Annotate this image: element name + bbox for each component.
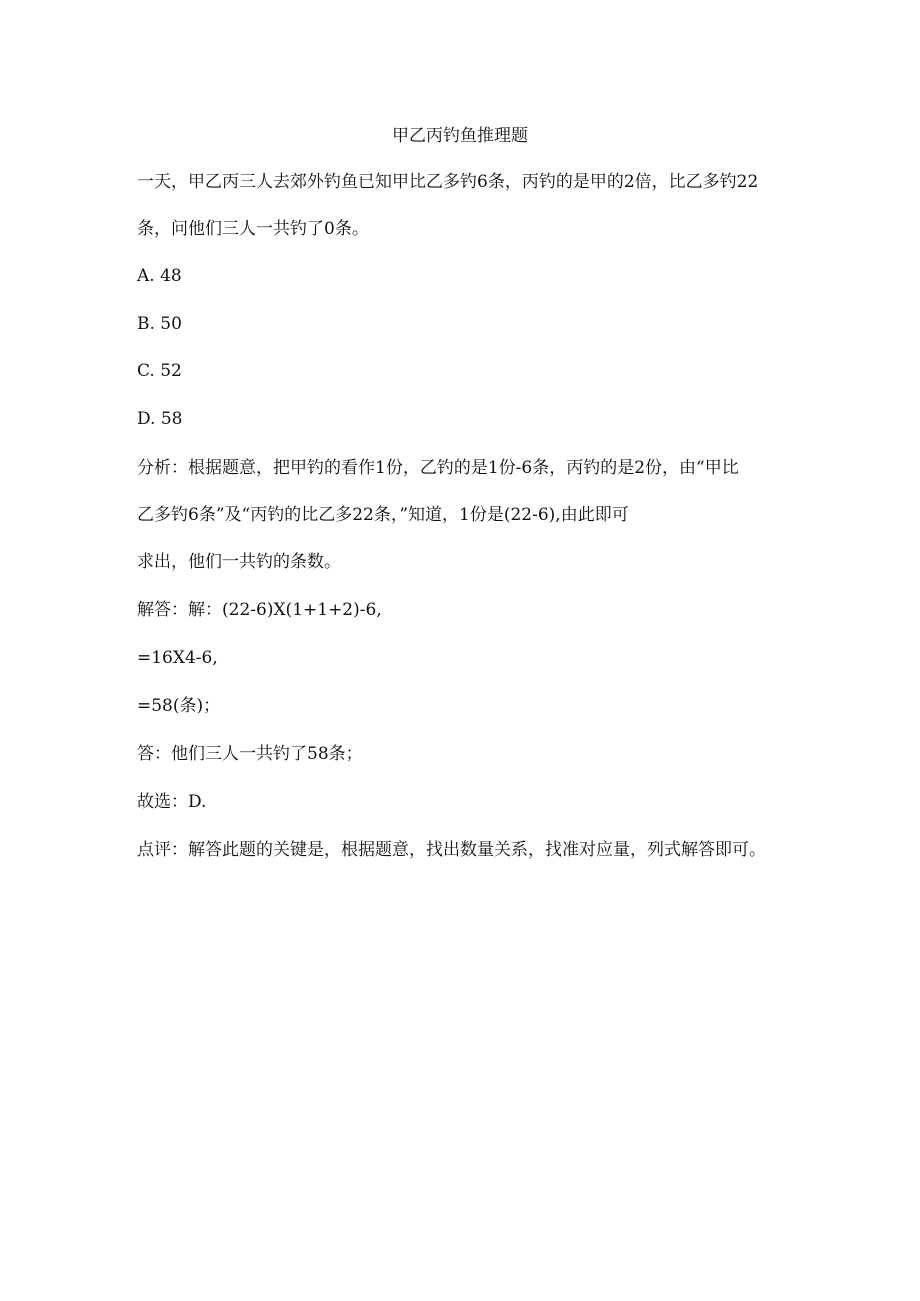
solution-line-1: 解答：解：(22-6)X(1+1+2)-6,: [137, 600, 382, 620]
question-line-1: 一天，甲乙丙三人去郊外钓鱼已知甲比乙多钓6条，丙钓的是甲的2倍，比乙多钓22: [137, 172, 759, 192]
solution-line-3: =58(条)；: [137, 696, 221, 716]
analysis-line-3: 求出，他们一共钓的条数。: [137, 552, 341, 572]
option-d: D. 58: [137, 409, 183, 429]
choice-line: 故选：D.: [137, 792, 207, 812]
option-a: A. 48: [137, 266, 182, 286]
solution-line-2: =16X4-6,: [137, 648, 218, 668]
option-b: B. 50: [137, 314, 182, 334]
option-c: C. 52: [137, 361, 182, 381]
analysis-line-1: 分析：根据题意，把甲钓的看作1份，乙钓的是1份-6条，丙钓的是2份，由“甲比: [137, 458, 739, 478]
document-title: 甲乙丙钓鱼推理题: [392, 126, 528, 146]
answer-line: 答：他们三人一共钓了58条；: [137, 744, 363, 764]
comment-line: 点评：解答此题的关键是，根据题意，找出数量关系，找准对应量，列式解答即可。: [137, 840, 766, 860]
question-line-2: 条，问他们三人一共钓了0条。: [137, 219, 369, 239]
analysis-line-2: 乙多钓6条”及“丙钓的比乙多22条，”知道，1份是(22-6),由此即可: [137, 505, 629, 525]
